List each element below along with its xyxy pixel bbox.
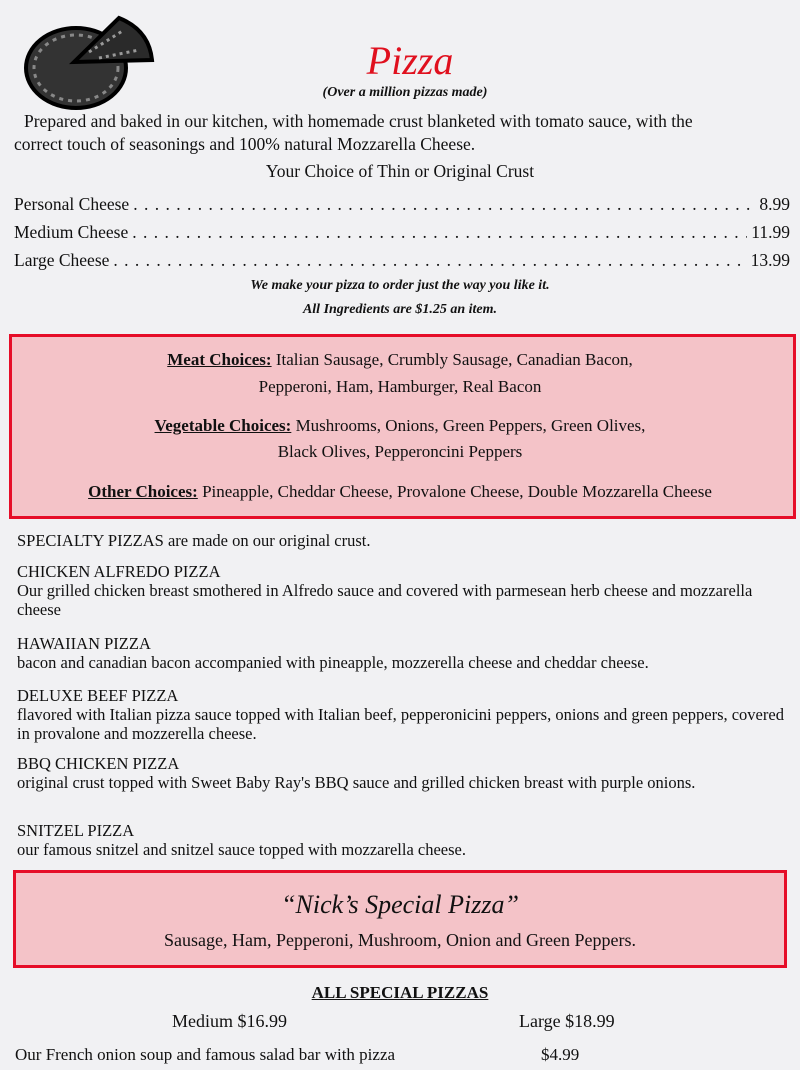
- specialty-item: [17, 754, 787, 792]
- price-row: [14, 221, 790, 243]
- meat-choices-cont: Pepperoni, Ham, Hamburger, Real Bacon: [258, 377, 542, 396]
- specialty-name: CHICKEN ALFREDO PIZZA: [17, 562, 221, 581]
- specialty-desc: our famous snitzel and snitzel sauce topped with mozzarella cheese.: [17, 840, 466, 859]
- intro-line-2: correct touch of seasonings and 100% natural Mozzarella Cheese.: [14, 134, 476, 154]
- other-list: Pineapple, Cheddar Cheese, Provalone Cheese, Double Mozzarella Cheese: [197, 482, 712, 501]
- nicks-special-items: Sausage, Ham, Pepperoni, Mushroom, Onion and Green Peppers.: [164, 930, 636, 950]
- item-name: Personal Cheese: [14, 194, 130, 214]
- specialty-desc: flavored with Italian pizza sauce topped with Italian beef, pepperonicini peppers, onions and green peppers, covered in provalone and mozzerella cheese.: [17, 705, 784, 743]
- crust-choice: Your Choice of Thin or Original Crust: [265, 161, 535, 181]
- specialty-item: [17, 634, 787, 672]
- specialty-name: HAWAIIAN PIZZA: [17, 634, 151, 653]
- specialty-item: [17, 562, 787, 619]
- other-label: Other Choices:: [88, 482, 198, 501]
- specialty-item: [17, 821, 787, 859]
- specialty-name: DELUXE BEEF PIZZA: [17, 686, 179, 705]
- vegetable-choices: [0, 416, 800, 436]
- large-price: Large $18.99: [519, 1011, 615, 1031]
- nicks-special-title: “Nick’s Special Pizza”: [281, 890, 519, 919]
- veg-label: Vegetable Choices:: [154, 416, 292, 435]
- specialty-desc: bacon and canadian bacon accompanied with pineapple, mozzerella cheese and cheddar cheese.: [17, 653, 649, 672]
- price-row: [14, 249, 790, 271]
- specialty-name: BBQ CHICKEN PIZZA: [17, 754, 180, 773]
- page-title: Pizza: [366, 38, 454, 83]
- meat-list: Italian Sausage, Crumbly Sausage, Canadian Bacon,: [271, 350, 633, 369]
- vegetable-choices-cont: Black Olives, Pepperoncini Peppers: [277, 442, 523, 461]
- specialty-intro: SPECIALTY PIZZAS are made on our original crust.: [17, 531, 371, 550]
- pizza-logo-icon: [14, 10, 156, 110]
- item-name: Large Cheese: [14, 250, 110, 270]
- leader-dots: [133, 193, 755, 215]
- ingredient-price-note: All Ingredients are $1.25 an item.: [302, 302, 498, 317]
- soup-salad-price: $4.99: [541, 1045, 580, 1064]
- price-row: [14, 193, 790, 215]
- item-price: 11.99: [751, 222, 790, 242]
- veg-list: Mushrooms, Onions, Green Peppers, Green Olives,: [291, 416, 646, 435]
- specialty-name: SNITZEL PIZZA: [17, 821, 135, 840]
- specialty-item: [17, 686, 787, 743]
- meat-label: Meat Choices:: [167, 350, 272, 369]
- intro-line-1: Prepared and baked in our kitchen, with homemade crust blanketed with tomato sauce, with the: [24, 111, 693, 131]
- specialty-desc: Our grilled chicken breast smothered in Alfredo sauce and covered with parmesean herb cheese and mozzarella cheese: [17, 581, 753, 619]
- order-note: We make your pizza to order just the way you like it.: [250, 278, 550, 293]
- meat-choices: [0, 350, 800, 370]
- all-special-heading: ALL SPECIAL PIZZAS: [311, 983, 489, 1002]
- leader-dots: [132, 221, 747, 243]
- other-choices: [0, 482, 800, 502]
- item-price: 8.99: [759, 194, 790, 214]
- medium-price: Medium $16.99: [172, 1011, 287, 1031]
- subtitle: (Over a million pizzas made): [322, 85, 488, 100]
- soup-salad-offer: Our French onion soup and famous salad bar with pizza: [15, 1045, 396, 1064]
- item-name: Medium Cheese: [14, 222, 129, 242]
- item-price: 13.99: [750, 250, 790, 270]
- leader-dots: [113, 249, 746, 271]
- specialty-desc: original crust topped with Sweet Baby Ray's BBQ sauce and grilled chicken breast with purple onions.: [17, 773, 696, 792]
